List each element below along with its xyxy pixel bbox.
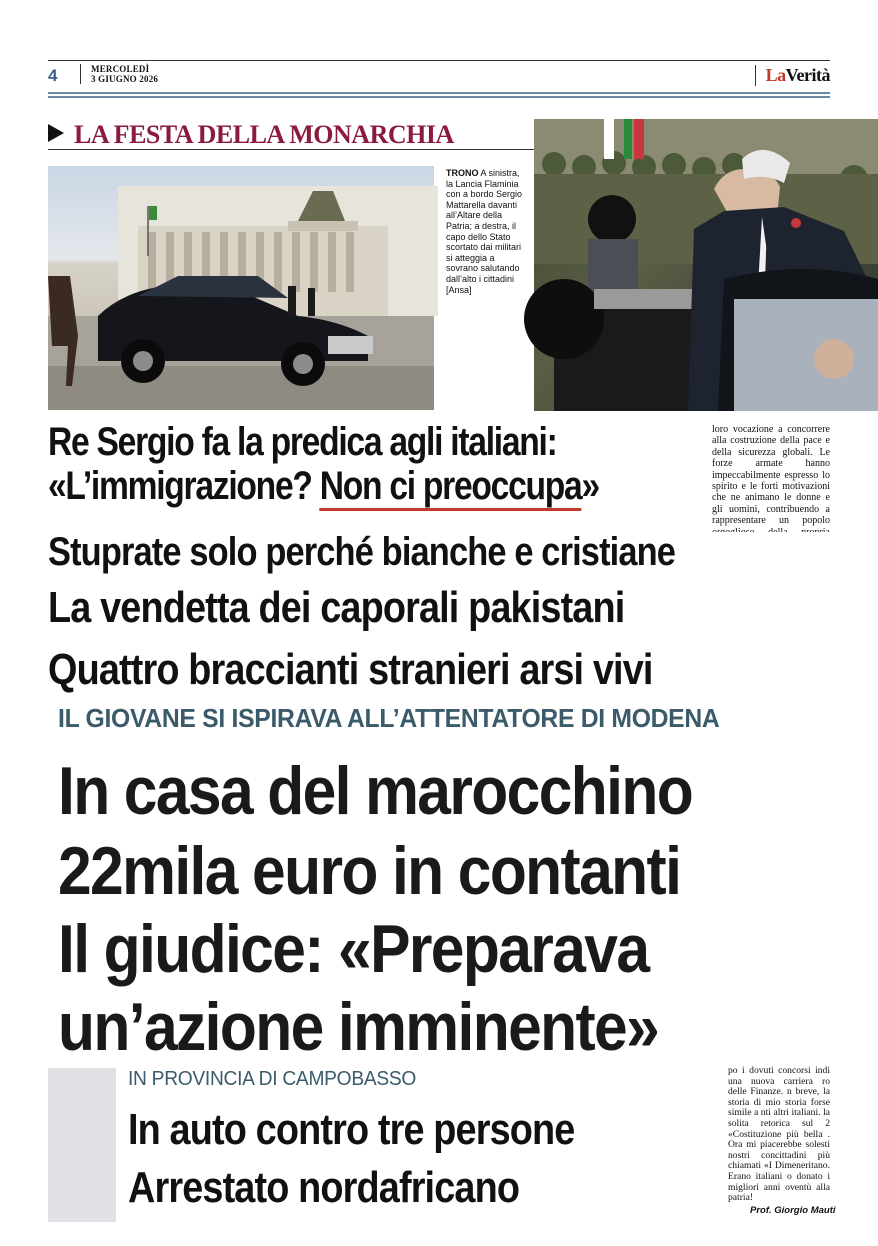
headline-vendetta: La vendetta dei caporali pakistani (48, 583, 625, 632)
modena-line-3: Il giudice: «Preparava (58, 911, 649, 987)
section-title: LA FESTA DELLA MONARCHIA (74, 120, 454, 149)
headline-underlined-phrase: Non ci preoccupa (320, 464, 582, 511)
main-headline (48, 420, 708, 508)
arrow-right-icon (48, 124, 64, 142)
page-number: 4 (48, 66, 58, 85)
grey-block (48, 1068, 116, 1222)
section-header (48, 120, 534, 150)
photo-car-monument (48, 166, 434, 410)
letter-column: po i dovuti concorsi indi una nuova carriera ro delle Finanze. n breve, la storia di mio storia forse simile a nti altri italiani. la solita retorica sul 2 «Costituzione più bella . Ora mi piacerebbe solesti nostri concittadini più chiamati «I Dimeneritano. Erano italiani o donato i migliori anni oventù alla patria! (728, 1065, 830, 1204)
issue-day: 3 GIUGNO 2026 (91, 74, 159, 84)
headline-stuprate: Stuprate solo perché bianche e cristiane (48, 530, 676, 574)
logo-prefix: La (765, 65, 786, 85)
issue-date (80, 64, 158, 84)
modena-kicker: IL GIOVANE SI ISPIRAVA ALL’ATTENTATORE DI MODENA (58, 703, 720, 733)
letter-signature: Prof. Giorgio Mauti (750, 1205, 836, 1216)
caption-text: A sinistra, la Lancia Flaminia con a bordo Sergio Mattarella davanti all’Altare della Patria; a destra, il capo dello Stato scortato dai militari si atteggia a sovrano salutando dall’alto i cittadini [Ansa] (446, 168, 523, 295)
top-rule (48, 60, 830, 61)
headline-quote-c: » (581, 464, 599, 508)
campobasso-line-2: Arrestato nordafricano (128, 1163, 520, 1212)
campobasso-line-1: In auto contro tre persone (128, 1105, 575, 1154)
masthead-double-rule (48, 92, 830, 98)
headline-line-2 (48, 464, 602, 508)
headline-line-1: Re Sergio fa la predica agli italiani: (48, 420, 557, 464)
president-parade-illustration (534, 119, 878, 411)
modena-line-2: 22mila euro in contanti (58, 833, 681, 909)
modena-line-4: un’azione imminente» (58, 989, 659, 1065)
modena-line-1: In casa del marocchino (58, 753, 693, 829)
article-side-column: loro vocazione a concorrere alla costruzione della pace e della sicurezza globali. Le forze armate hanno impeccabilmente espresso lo spirito e le forti motivazioni che ne animano le donne e gli uomini, contribuendo a rappresentare un popolo (712, 424, 830, 527)
headline-braccianti: Quattro braccianti stranieri arsi vivi (48, 645, 653, 694)
issue-weekday: MERCOLEDÌ (91, 64, 150, 74)
car-monument-illustration (48, 166, 434, 410)
photo-caption (446, 168, 528, 295)
campobasso-kicker: IN PROVINCIA DI CAMPOBASSO (128, 1068, 417, 1090)
headline-quote-a: «L’immigrazione? (48, 464, 320, 508)
newspaper-logo (755, 65, 830, 86)
photo-president-parade (534, 119, 878, 411)
caption-label: TRONO (446, 168, 479, 178)
logo-main: Verità (785, 65, 830, 85)
